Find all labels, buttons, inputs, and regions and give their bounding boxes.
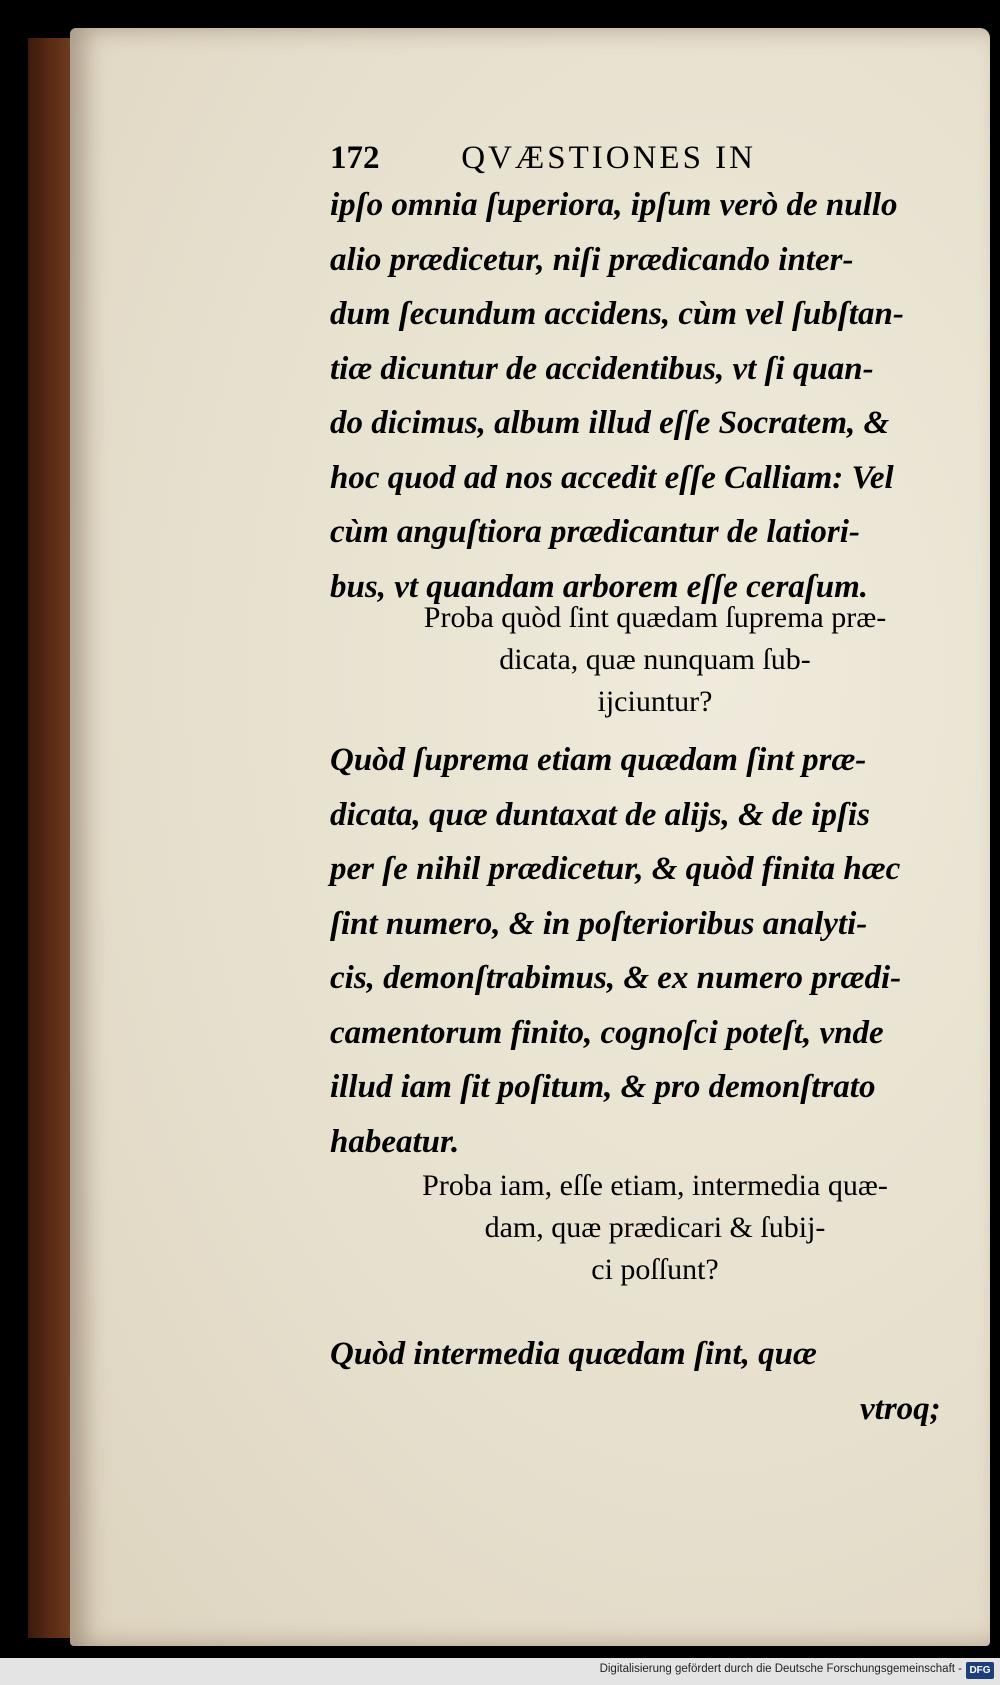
text-line: camentorum finito, cognoſci poteſt, vnde [330,1014,884,1051]
dfg-logo: DFG [966,1662,994,1679]
running-header [330,140,850,177]
text-line: cis, demonſtrabimus, & ex numero prædi- [330,960,902,996]
text-line: illud iam ſit poſitum, & pro demonſtrato [330,1069,876,1105]
text-line: ipſo omnia ſuperiora, ipſum verò de nullo [330,187,898,223]
text-line: ijciuntur? [597,685,713,718]
text-line: bus, vt quandam arborem eſſe ceraſum. [330,568,869,605]
text-line: cùm anguſtiora prædicantur de latiori- [330,514,860,550]
text-line: Proba iam, eſſe etiam, intermedia quæ- [422,1169,888,1202]
text-line: Quòd ſuprema etiam quædam ſint præ- [330,742,867,778]
running-head-title: QVÆSTIONES IN [461,140,756,176]
catchword: vtroq; [860,1390,941,1427]
text-line: dicata, quæ nunquam ſub- [499,643,811,676]
text-line: per ſe nihil prædicetur, & quòd finita hæc [330,851,901,887]
text-line: alio prædicetur, niſi prædicando inter- [330,241,854,278]
text-line: do dicimus, album illud eſſe Socratem, & [330,405,890,441]
page-number: 172 [330,140,380,176]
text-line: ci poſſunt? [591,1253,719,1286]
digitization-footer [0,1658,1000,1685]
text-line: tiæ dicuntur de accidentibus, vt ſi quan- [330,350,874,387]
text-line: habeatur. [330,1123,460,1160]
text-line: Proba quòd ſint quædam ſuprema præ- [423,601,887,634]
text-line: ſint numero, & in poſterioribus analyti- [330,905,868,942]
text-line: hoc quod ad nos accedit eſſe Calliam: Vel [330,459,894,496]
funding-credit: Digitalisierung gefördert durch die Deutsche Forschungsgemeinschaft - [599,1663,962,1675]
paragraph-1 [330,178,904,614]
text-line: dum ſecundum accidens, cùm vel ſubſtan- [330,296,904,332]
question-heading-1 [330,597,980,723]
text-line: dam, quæ prædicari & ſubij- [484,1211,826,1244]
paragraph-2 [330,733,901,1169]
text-line: Quòd intermedia quædam ſint, quæ [330,1336,817,1372]
text-line: dicata, quæ duntaxat de alijs, & de ipſis [330,796,870,833]
question-heading-2 [330,1165,980,1291]
paragraph-3 [330,1327,941,1436]
